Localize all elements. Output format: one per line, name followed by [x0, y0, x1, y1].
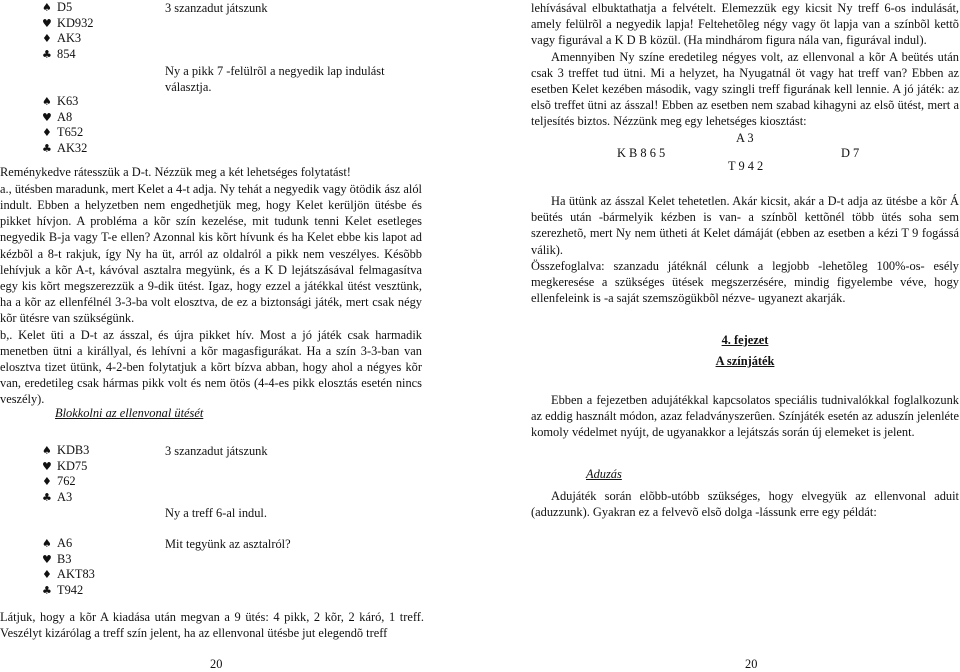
hand-line: ♣ A3: [42, 489, 73, 504]
dist-west: K B 8 6 5: [617, 146, 666, 160]
right-text-top: [531, 0, 959, 130]
spade-icon: ♠: [42, 537, 52, 550]
hand2-north: [42, 443, 152, 505]
page-number: 20: [745, 657, 758, 671]
hand-line: ♠ K63: [42, 94, 79, 108]
heart-icon: ♥: [42, 459, 52, 473]
paragraph: Adujáték során elõbb-utóbb szükséges, hogy elvegyük az ellenvonal aduit (aduzzunk). Gyakran ez a felvevõ elsõ dolga -lássunk erre egy példát:: [531, 489, 959, 520]
hand-line: ♠ A6: [42, 536, 73, 550]
spade-icon: ♠: [42, 444, 52, 457]
hand-line: ♦ T652: [42, 125, 84, 139]
hand-line: ♦ 762: [42, 474, 76, 488]
subheading: Aduzás: [586, 467, 622, 481]
hand-line: ♣ AK32: [42, 140, 88, 154]
paragraph: Reménykedve rátesszük a D-t. Nézzük meg a két lehetséges folytatást!: [0, 165, 351, 179]
dist-east: D 7: [841, 146, 860, 160]
paragraph: lehívásával elbuktathatja a felvételt. Elemezzük egy kicsit Ny treff 6-os indulását, amely felülrõl a negyedik lapja! Feltehetõleg négy vagy öt lapja van a színbõl kettõ vagy figurával a K D B közül. (Ha mindhárom figura nála van, figurával indul).: [531, 1, 959, 48]
hand-line: ♥ B3: [42, 551, 72, 566]
heart-icon: ♥: [42, 16, 52, 30]
paragraph: Összefoglalva: szanzadu játéknál célunk a legjobb -lehetõleg 100%-os- esély megkeresése a szükséges ütések megszerzésére, mindig figyelembe véve, hogy ellenfeleink is -a saját szemszögükbõl nézve- ugyanezt akarják.: [531, 258, 959, 306]
hand2-question: Mit tegyünk az asztalról?: [165, 537, 291, 551]
hand1-north: [42, 0, 152, 62]
page-number: 20: [210, 657, 223, 671]
hand2-contract: 3 szanzadut játszunk: [165, 444, 268, 458]
hand2-south: [42, 536, 152, 596]
hand-line: ♦ AK3: [42, 31, 82, 45]
paragraph: Ebben a fejezetben adujátékkal kapcsolatos speciális tudnivalókkal foglalkozunk az eddig használt módon, azaz feladványszerûen. Színjáték esetén az aduszín jelenléte komoly védelmet nyújt, de ugyanakkor a lejátszás során új elemeket is jelent.: [531, 393, 959, 440]
diamond-icon: ♦: [42, 126, 52, 139]
hand-line: ♣ T942: [42, 582, 84, 596]
hand1-south: [42, 94, 152, 154]
club-icon: ♣: [42, 141, 52, 154]
hand-line: ♠ D5: [42, 0, 73, 14]
paragraph: Ha ütünk az ásszal Kelet tehetetlen. Akár kicsit, akár a D-t adja az ütésbe a kõr Á beütés után -bármelyik kézben is van- a színbõl kettõnél több ütés soha sem szerezhetõ, mert Ny nem ütheti át Kelet dámáját (ebben az esetben a kézi T 9 fogássá válik).: [531, 194, 959, 257]
left-text-block: [0, 164, 422, 408]
chapter-title: A színjáték: [715, 354, 775, 368]
section-heading: Blokkolni az ellenvonal ütését: [55, 406, 204, 420]
dist-north: A 3: [736, 131, 754, 145]
club-icon: ♣: [42, 47, 52, 61]
hand-line: ♥ KD932: [42, 15, 94, 30]
heart-icon: ♥: [42, 110, 52, 124]
hand1-lead: Ny a pikk 7 -felülrõl a negyedik lap indulást választja.: [165, 64, 385, 94]
dist-south: T 9 4 2: [728, 159, 764, 173]
hand-line: ♠ KDB3: [42, 443, 90, 457]
club-icon: ♣: [42, 583, 52, 596]
spade-icon: ♠: [42, 1, 52, 14]
paragraph: Amennyiben Ny színe eredetileg négyes volt, az ellenvonal a kõr A beütés után csak 3 treffet tud ütni. Mi a helyzet, ha Nyugatnál öt vagy hat treff van? Ebben az esetben Kelet kezében második, vagy szingli treff figurának kell lennie. A jó játék: az elsõ treffet ütni az ásszal! Ebben az esetben nem szabad kihagyni az elsõ ütést, mert a teljesítés biztos. Nézzünk meg egy lehetséges kiosztást:: [531, 49, 959, 129]
diamond-icon: ♦: [42, 568, 52, 581]
spade-icon: ♠: [42, 95, 52, 108]
hand-line: ♥ A8: [42, 109, 73, 124]
heart-icon: ♥: [42, 552, 52, 566]
paragraph: Látjuk, hogy a kõr A kiadása után megvan a 9 ütés: 4 pikk, 2 kõr, 2 káró, 1 treff. Veszélyt kizárólag a treff szín jelent, ha az ellenvonal ütésbe jut elegendõ treff: [0, 610, 424, 641]
hand-line: ♥ KD75: [42, 458, 88, 473]
hand-line: ♦ AKT83: [42, 567, 95, 581]
diamond-icon: ♦: [42, 475, 52, 488]
hand2-lead: Ny a treff 6-al indul.: [165, 506, 267, 520]
chapter-number: 4. fejezet: [721, 333, 769, 347]
hand-line: ♣ 854: [42, 46, 76, 61]
paragraph: b,. Kelet üti a D-t az ásszal, és újra pikket hív. Most a jó játék csak harmadik menetben ütni a királlyal, és lehívni a kõr magasfigurákat. Ha a szín 3-3-ban van elosztva tizet ütünk, 4-2-ben folytatjuk a kõrt bízva abban, hogy ahol a négyes kõr van, eredetileg csak hármas pikk volt és nem ötös (4-4-es pikk elosztás esetén nincs veszély).: [0, 327, 422, 407]
diamond-icon: ♦: [42, 32, 52, 45]
right-text-mid: [531, 193, 959, 306]
hand1-contract: 3 szanzadut játszunk: [165, 1, 268, 15]
club-icon: ♣: [42, 490, 52, 504]
paragraph: a., ütésben maradunk, mert Kelet a 4-t adja. Ny tehát a negyedik vagy ötödik ász alól indult. Ebben a helyzetben nem engedhetjük meg, hogy Kelet kerüljön ütésbe és pikket hívjon. A probléma a kõr szín kezelése, mit tudunk tenni Kelet esetleges negyedik B-ja vagy T-e ellen? Azonnal kis kõrt hívunk és ha Kelet ebbe kis lapot ad kézbõl a 8-t rakjuk, így Ny ha üt, arról az oldalról a pikk nem veszélyes. Késõbb lehívjuk a kõr A-t, kávóval asztalra megyünk, és a K D lejátszásával felmagasítva egy kis kõrt megszerezzük a 9-dik ütést. Igaz, hogy ezzel a játékkal ütést vesztünk, ha a kõr az ellenfélnél 3-3-ba volt elosztva, de ez a biztonsági játék, mert csak négy kõr ütésre van szükségünk.: [0, 181, 422, 326]
